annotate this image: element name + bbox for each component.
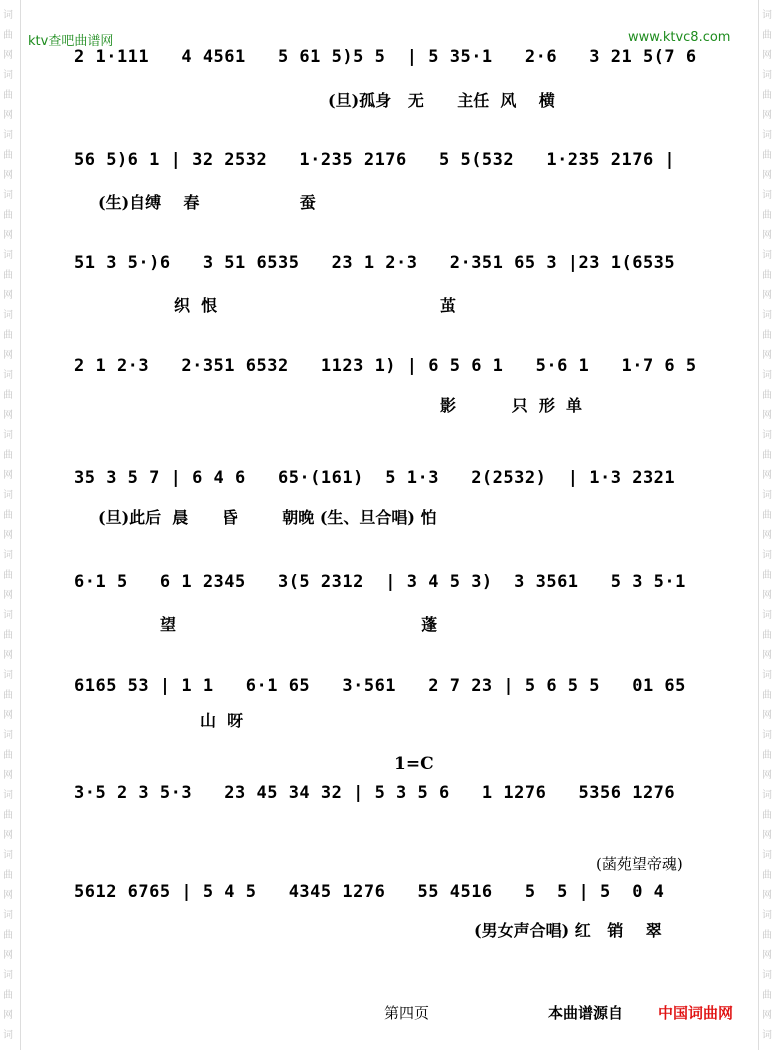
watermark-glyph: 曲 [762,990,772,1001]
watermark-glyph: 网 [3,410,13,421]
watermark-glyph: 曲 [3,510,13,521]
watermark-glyph: 词 [762,610,772,621]
watermark-glyph: 词 [762,670,772,681]
watermark-glyph: 网 [762,830,772,841]
watermark-glyph: 网 [762,1010,772,1021]
watermark-glyph: 曲 [3,990,13,1001]
watermark-glyph: 曲 [762,690,772,701]
score-row-5-notes: 35 3 5 7 | 6 4 6 65·(161) 5 1·3 2(2532) | 1·3 2321 [74,468,676,488]
watermark-glyph: 曲 [762,330,772,341]
watermark-glyph: 曲 [762,450,772,461]
watermark-glyph: 网 [762,410,772,421]
watermark-glyph: 曲 [3,90,13,101]
watermark-glyph: 词 [3,790,13,801]
watermark-glyph: 词 [3,970,13,981]
watermark-glyph: 曲 [762,630,772,641]
watermark-glyph: 曲 [3,870,13,881]
watermark-glyph: 网 [762,470,772,481]
watermark-glyph: 曲 [3,690,13,701]
watermark-glyph: 网 [3,890,13,901]
watermark-glyph: 曲 [762,90,772,101]
watermark-glyph: 网 [762,770,772,781]
score-row-5-lyric: (旦)此后 晨 昏 朝晚 (生、旦合唱) 怕 [98,508,437,527]
watermark-glyph: 曲 [762,270,772,281]
watermark-glyph: 曲 [3,750,13,761]
score-row-4-lyric: 影 只 形 单 [440,396,582,415]
watermark-glyph: 曲 [3,450,13,461]
watermark-glyph: 词 [3,610,13,621]
watermark-glyph: 词 [3,70,13,81]
watermark-glyph: 词 [3,730,13,741]
watermark-glyph: 词 [762,190,772,201]
watermark-glyph: 词 [3,1030,13,1041]
watermark-glyph: 曲 [762,150,772,161]
watermark-glyph: 词 [762,490,772,501]
watermark-glyph: 词 [762,430,772,441]
watermark-glyph: 网 [762,590,772,601]
watermark-glyph: 网 [3,470,13,481]
watermark-glyph: 网 [762,350,772,361]
watermark-glyph: 网 [3,950,13,961]
song-title-note: (菡苑望帝魂) [596,855,683,873]
watermark-glyph: 词 [3,430,13,441]
watermark-glyph: 曲 [3,270,13,281]
score-row-6-lyric: 望 蓬 [160,615,438,634]
watermark-glyph: 词 [3,850,13,861]
watermark-glyph: 网 [762,650,772,661]
watermark-glyph: 词 [3,10,13,21]
score-row-7-lyric: 山 呀 [200,711,244,730]
key-signature-change: 1=C [394,754,434,774]
watermark-glyph: 曲 [762,390,772,401]
watermark-glyph: 网 [762,950,772,961]
watermark-glyph: 曲 [762,570,772,581]
watermark-glyph: 网 [3,50,13,61]
site-watermark-left: ktv查吧曲谱网 [28,34,114,49]
watermark-glyph: 词 [3,910,13,921]
watermark-glyph: 曲 [762,930,772,941]
watermark-glyph: 网 [762,890,772,901]
watermark-glyph: 曲 [762,510,772,521]
watermark-glyph: 词 [3,310,13,321]
watermark-glyph: 网 [3,590,13,601]
watermark-glyph: 网 [3,830,13,841]
watermark-glyph: 网 [762,530,772,541]
watermark-glyph: 词 [3,370,13,381]
watermark-glyph: 词 [3,490,13,501]
watermark-glyph: 词 [762,910,772,921]
watermark-glyph: 曲 [3,210,13,221]
watermark-glyph: 词 [3,130,13,141]
watermark-glyph: 网 [3,770,13,781]
score-row-9-notes: 5612 6765 | 5 4 5 4345 1276 55 4516 5 5 | 5 0 4 [74,882,665,902]
watermark-glyph: 词 [762,250,772,261]
source-site-link[interactable]: 中国词曲网 [658,1004,734,1022]
watermark-glyph: 词 [3,550,13,561]
watermark-glyph: 词 [3,670,13,681]
watermark-glyph: 词 [762,730,772,741]
score-row-9-lyric: (男女声合唱) 红 销 翠 [474,921,662,940]
watermark-glyph: 曲 [762,30,772,41]
watermark-glyph: 词 [762,370,772,381]
watermark-glyph: 网 [3,650,13,661]
watermark-glyph: 词 [762,1030,772,1041]
score-row-1-lyric: (旦)孤身 无 主任 风 横 [328,91,555,110]
watermark-glyph: 网 [762,230,772,241]
page-number: 第四页 [384,1004,430,1022]
watermark-glyph: 曲 [762,810,772,821]
watermark-glyph: 曲 [3,570,13,581]
watermark-glyph: 网 [3,230,13,241]
watermark-glyph: 曲 [762,870,772,881]
watermark-glyph: 词 [762,310,772,321]
watermark-glyph: 网 [3,290,13,301]
score-row-8-notes: 3·5 2 3 5·3 23 45 34 32 | 5 3 5 6 1 1276 5356 1276 [74,783,676,803]
watermark-glyph: 词 [762,130,772,141]
watermark-glyph: 词 [762,70,772,81]
watermark-glyph: 曲 [3,390,13,401]
watermark-glyph: 网 [762,170,772,181]
score-row-2-lyric: (生)自缚 春 蚕 [98,193,316,212]
watermark-glyph: 曲 [3,330,13,341]
watermark-glyph: 曲 [3,630,13,641]
watermark-glyph: 曲 [3,810,13,821]
score-row-3-notes: 51 3 5·)6 3 51 6535 23 1 2·3 2·351 65 3 |23 1(6535 [74,253,676,273]
watermark-glyph: 曲 [3,150,13,161]
watermark-glyph: 曲 [762,750,772,761]
watermark-glyph: 词 [762,970,772,981]
watermark-glyph: 网 [762,290,772,301]
watermark-glyph: 词 [3,190,13,201]
score-row-6-notes: 6·1 5 6 1 2345 3(5 2312 | 3 4 5 3) 3 3561 5 3 5·1 [74,572,686,592]
watermark-glyph: 词 [762,790,772,801]
watermark-glyph: 词 [762,10,772,21]
watermark-glyph: 网 [762,710,772,721]
watermark-glyph: 曲 [762,210,772,221]
score-row-2-notes: 56 5)6 1 | 32 2532 1·235 2176 5 5(532 1·235 2176 | [74,150,676,170]
watermark-glyph: 网 [3,1010,13,1021]
watermark-glyph: 网 [3,170,13,181]
watermark-glyph: 网 [762,50,772,61]
watermark-glyph: 网 [762,110,772,121]
watermark-glyph: 网 [3,530,13,541]
right-watermark-strip [758,0,779,1050]
watermark-glyph: 曲 [3,30,13,41]
watermark-glyph: 词 [762,550,772,561]
score-row-4-notes: 2 1 2·3 2·351 6532 1123 1) | 6 5 6 1 5·6 1 1·7 6 5 [74,356,697,376]
left-watermark-strip [0,0,21,1050]
score-row-1-notes: 2 1·111 4 4561 5 61 5)5 5 | 5 35·1 2·6 3 21 5(7 6 [74,47,697,67]
watermark-glyph: 网 [3,710,13,721]
watermark-glyph: 网 [3,110,13,121]
watermark-glyph: 词 [762,850,772,861]
watermark-glyph: 网 [3,350,13,361]
source-label: 本曲谱源自 [548,1004,624,1022]
score-row-7-notes: 6165 53 | 1 1 6·1 65 3·561 2 7 23 | 5 6 5 5 01 65 [74,676,686,696]
watermark-glyph: 词 [3,250,13,261]
score-row-3-lyric: 织 恨 茧 [174,296,456,315]
site-watermark-right: www.ktvc8.com [628,30,731,45]
watermark-glyph: 曲 [3,930,13,941]
